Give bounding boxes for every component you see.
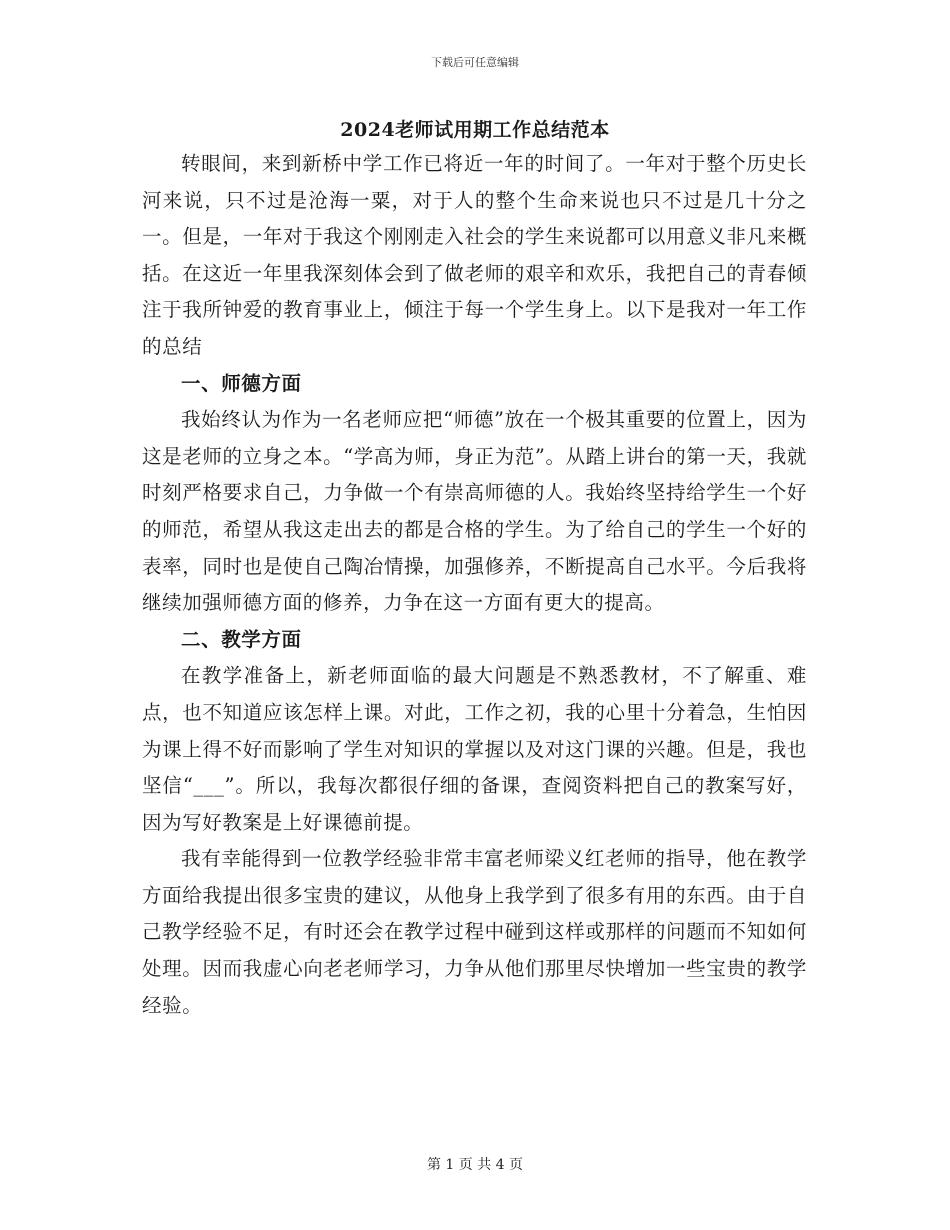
teaching-paragraph-1: 在教学准备上，新老师面临的最大问题是不熟悉教材，不了解重、难点，也不知道应该怎样上课。对此，工作之初，我的心里十分着急，生怕因为课上得不好而影响了学生对知识的掌握以及对这门课的兴趣。但是，我也坚信“___”。所以，我每次都很仔细的备课，查阅资料把自己的教案写好，因为写好教案是上好课德前提。: [142, 664, 807, 834]
document-title: 2024老师试用期工作总结范本: [340, 119, 610, 141]
section-heading-teaching: 二、教学方面: [181, 627, 302, 651]
teaching-paragraph-2: 我有幸能得到一位教学经验非常丰富老师梁义红老师的指导，他在教学方面给我提出很多宝贵的建议，从他身上我学到了很多有用的东西。由于自己教学经验不足，有时还会在教学过程中碰到这样或那样的问题而不知如何处理。因而我虚心向老老师学习，力争从他们那里尽快增加一些宝贵的教学经验。: [142, 847, 807, 1017]
page-number: 第 1 页 共 4 页: [426, 1157, 524, 1173]
ethics-paragraph: 我始终认为作为一名老师应把“师德”放在一个极其重要的位置上，因为这是老师的立身之本。“学高为师，身正为范”。从踏上讲台的第一天，我就时刻严格要求自己，力争做一个有崇高师德的人。我始终坚持给学生一个好的师范，希望从我这走出去的都是合格的学生。为了给自己的学生一个好的表率，同时也是使自己陶冶情操，加强修养，不断提高自己水平。今后我将继续加强师德方面的修养，力争在这一方面有更大的提高。: [142, 408, 807, 615]
intro-paragraph: 转眼间，来到新桥中学工作已将近一年的时间了。一年对于整个历史长河来说，只不过是沧海一粟，对于人的整个生命来说也只不过是几十分之一。但是，一年对于我这个刚刚走入社会的学生来说都可以用意义非凡来概括。在这近一年里我深刻体会到了做老师的艰辛和欢乐，我把自己的青春倾注于我所钟爱的教育事业上，倾注于每一个学生身上。以下是我对一年工作的总结: [142, 152, 807, 358]
section-heading-ethics: 一、师德方面: [181, 371, 302, 395]
document-body: [142, 146, 807, 1024]
page-header-note: 下载后可任意编辑: [431, 56, 519, 69]
